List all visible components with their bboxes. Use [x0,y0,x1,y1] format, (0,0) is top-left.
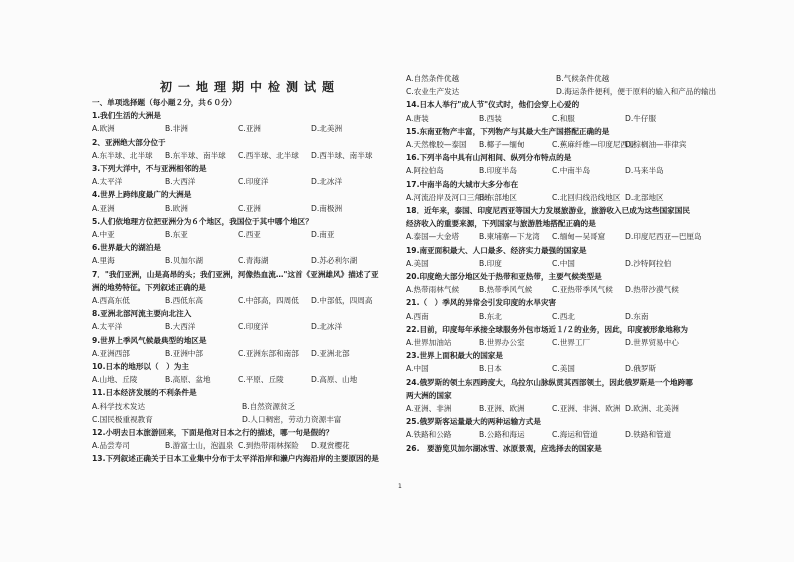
answer-option: D.世界贸易中心 [625,338,679,348]
right-question-8: 19.南亚面积最大、人口最多、经济实力最强的国家是 [406,245,587,255]
right-options-11 [406,336,706,349]
left-question-13: 12.小明去日本旅游回来，下面是他对日本之行的描述，哪一句是假的？ [92,428,334,438]
right-question-4: 16.下列半岛中具有山河相间、纵列分布特点的是 [406,153,572,163]
left-options-7 [92,294,392,307]
answer-option: C.美国 [552,364,575,374]
answer-option: C.亚洲 [238,203,261,213]
answer-option: D.高原、山地 [311,375,358,385]
left-question-10: 10.日本的地形以（ ）为主 [92,362,189,372]
answer-option: C.中部高，四周低 [238,296,299,306]
answer-option: D.铁路和管道 [625,430,672,440]
answer-option: D.马来半岛 [625,166,664,176]
right-options-1 [406,85,717,98]
answer-option: A.西南 [406,311,429,321]
answer-option: C.中国 [552,258,575,268]
answer-option: A.中国 [406,364,429,374]
left-options-3 [92,202,392,215]
answer-option: A.品尝寿司 [92,441,130,451]
left-question-4: 5.人们依地理方位把亚洲分为６个地区，我国位于其中哪个地区？ [92,216,313,226]
answer-option: D.苏必利尔湖 [311,256,358,266]
right-options-7 [406,230,706,243]
answer-option: D.人口稠密，劳动力资源丰富 [242,414,342,424]
answer-option: C.中南半岛 [552,166,591,176]
answer-option: B.亚洲中部 [165,348,203,358]
right-options-10 [406,310,706,323]
left-question-7: 洲的地势特征。下列叙述正确的是 [92,282,206,292]
left-question-9: 9.世界上季风气候最典型的地区是 [92,335,207,345]
left-question-2: 3.下列大洋中，不与亚洲相邻的是 [92,164,207,174]
left-question-3: 4.世界上跨纬度最广的大洲是 [92,190,192,200]
answer-option: B.东北 [479,311,502,321]
left-question-8: 8.亚洲北部河流主要向北注入 [92,309,192,319]
right-question-16: 26. 要游览贝加尔湖冰雪、冰原景观，应选择去的国家是 [406,443,602,453]
answer-option: C.亚洲 [238,124,261,134]
left-options-10 [92,373,392,386]
answer-option: B.高原、盆地 [165,375,211,385]
answer-option: D.热带沙漠气候 [625,285,679,295]
right-question-11: 22.目前，印度每年承接全球服务外包市场近１/２的业务，因此，印度被形象地称为 [406,324,689,334]
answer-option: A.阿拉伯岛 [406,166,444,176]
answer-option: B.日本 [479,364,502,374]
section-heading: 一、单项选择题（每小题２分，共６０分） [92,98,237,107]
right-question-7: 经济收入的重要来源，下列国家与旅游胜地搭配正确的是 [406,219,596,229]
answer-option: B.柬埔寨—下龙湾 [479,232,540,242]
right-options-4 [406,164,706,177]
answer-option: D.俄罗斯 [625,364,657,374]
answer-option: A.山地、丘陵 [92,375,138,385]
answer-option: B.椰子—缅甸 [479,140,525,150]
answer-option: A.中亚 [92,230,115,240]
right-options-2 [406,112,706,125]
answer-option: D.南亚 [311,230,335,240]
answer-option: D.印度尼西亚—巴厘岛 [625,232,702,242]
answer-option: D.观赏樱花 [311,441,350,451]
answer-option: C.农业生产发达 [406,87,460,97]
left-question-0: 1.我们生活的大洲是 [92,111,161,121]
right-options-5 [406,191,706,204]
right-question-2: 14.日本人举行"成人节"仪式时，他们会穿上心爱的 [406,100,580,110]
answer-option: A.里海 [92,256,115,266]
answer-option: A.泰国—大金塔 [406,232,460,242]
answer-option: D.北美洲 [311,124,343,134]
answer-option: C.亚洲东部和南部 [238,348,299,358]
answer-option: C.亚热带季风气候 [552,285,613,295]
answer-option: C.海运和管道 [552,430,598,440]
answer-option: D.北部地区 [625,192,664,202]
left-options-0 [92,122,392,135]
left-options-9 [92,347,392,360]
answer-option: A.亚洲西部 [92,348,130,358]
right-options-14 [406,402,706,415]
right-question-6: 18．近年来，泰国、印度尼西亚等国大力发展旅游业，旅游收入已成为这些国家国民 [406,206,690,216]
answer-option: B.西装 [479,113,502,123]
answer-option: A.自然条件优越 [406,74,460,83]
answer-option: B.气候条件优越 [556,74,610,83]
left-options-11 [92,400,392,413]
right-options-8 [406,257,706,270]
answer-option: A.天然橡胶—泰国 [406,140,467,150]
answer-option: D.海运条件便利，便于原料的输入和产品的输出 [556,87,717,97]
answer-option: D.北冰洋 [311,322,343,332]
left-column [92,96,392,466]
right-options-12 [406,362,706,375]
answer-option: B.公路和海运 [479,430,525,440]
answer-option: B.东部地区 [479,192,517,202]
answer-option: C.印度洋 [238,322,269,332]
answer-option: A.太平洋 [92,322,123,332]
answer-option: D.牛仔服 [625,113,657,123]
answer-option: C.缅甸—吴哥窟 [552,232,606,242]
answer-option: B.印度 [479,258,502,268]
left-question-14: 13.下列叙述正确关于日本工业集中分布于太平洋沿岸和濑户内海沿岸的主要原因的是 [92,454,379,464]
answer-option: A.铁路和公路 [406,430,452,440]
left-options-8 [92,320,392,333]
answer-option: D.亚洲北部 [311,348,350,358]
answer-option: C.和服 [552,113,575,123]
right-question-13: 24.俄罗斯的领土东西跨度大，乌拉尔山脉纵贯其西部领土，因此俄罗斯是一个地跨哪 [406,377,693,387]
right-options-15 [406,428,706,441]
answer-option: B.亚洲、欧洲 [479,404,525,414]
answer-option: B.世界办公室 [479,338,525,348]
exam-title: 初一地理期中检测试题 [160,80,341,94]
answer-option: B.贝加尔湖 [165,256,203,266]
answer-option: C.西北 [552,311,575,321]
answer-option: A.河流沿岸及河口三角洲 [406,192,490,202]
answer-option: A.亚洲 [92,203,115,213]
answer-option: C.西亚 [238,230,261,240]
right-question-9: 20.印度绝大部分地区处于热带和亚热带，主要气候类型是 [406,272,602,282]
answer-option: D.东南 [625,311,649,321]
answer-option: A.亚洲、非洲 [406,404,452,414]
answer-option: A.美国 [406,258,429,268]
left-question-11: 11.日本经济发展的不利条件是 [92,388,197,398]
answer-option: C.北回归线沿线地区 [552,192,621,202]
left-options-1 [92,149,392,162]
left-options-12 [92,413,392,426]
answer-option: B.欧洲 [165,203,188,213]
answer-option: D.西半球、南半球 [311,150,373,160]
right-column [406,72,717,455]
answer-option: C.到热带雨林探险 [238,441,299,451]
right-question-12: 23.世界上面积最大的国家是 [406,351,503,361]
answer-option: B.东亚 [165,230,188,240]
answer-option: B.非洲 [165,124,188,134]
left-options-13 [92,439,392,452]
answer-option: C.青海湖 [238,256,269,266]
answer-option: D.棕榈油—菲律宾 [625,140,687,150]
page-number: 1 [398,483,402,490]
answer-option: B.自然资源贫乏 [242,401,296,411]
answer-option: B.东半球、南半球 [165,150,226,160]
answer-option: D.中部低，四周高 [311,296,373,306]
right-options-0 [406,72,706,85]
answer-option: A.热带雨林气候 [406,285,460,295]
answer-option: C.印度洋 [238,177,269,187]
answer-option: A.唐装 [406,113,429,123]
answer-option: A.欧洲 [92,124,115,134]
right-question-15: 25.俄罗斯客运量最大的两种运输方式是 [406,417,541,427]
answer-option: A.太平洋 [92,177,123,187]
answer-option: A.东半球、北半球 [92,150,153,160]
answer-option: C.西半球、北半球 [238,150,299,160]
answer-option: D.欧洲、北美洲 [625,404,679,414]
answer-option: A.西高东低 [92,296,130,306]
left-question-5: 6.世界最大的湖泊是 [92,243,161,253]
right-options-9 [406,283,706,296]
left-question-1: 2、亚洲绝大部分位于 [92,137,166,147]
answer-option: A.世界加油站 [406,338,452,348]
answer-option: D.南极洲 [311,203,343,213]
left-question-6: 7．"我们亚洲，山是高昂的头；我们亚洲，河像热血流…"这首《亚洲雄风》描述了亚 [92,269,379,279]
answer-option: A.科学技术发达 [92,401,146,411]
answer-option: D.沙特阿拉伯 [625,258,672,268]
answer-option: C.亚洲、非洲、欧洲 [552,404,621,414]
left-options-2 [92,175,392,188]
left-options-5 [92,254,392,267]
right-question-5: 17.中南半岛的大城市大多分布在 [406,179,519,189]
answer-option: C.蕉麻纤维—印度尼西亚 [552,140,636,150]
answer-option: B.大西洋 [165,322,196,332]
answer-option: D.北冰洋 [311,177,343,187]
answer-option: C.平原、丘陵 [238,375,284,385]
right-options-3 [406,138,706,151]
answer-option: B.热带季风气候 [479,285,533,295]
right-question-10: 21.（ ）季风的异常会引发印度的水旱灾害 [406,298,557,308]
answer-option: C.国民极重视教育 [92,414,153,424]
answer-option: B.印度半岛 [479,166,517,176]
right-question-3: 15.东南亚物产丰富，下列物产与其最大生产国搭配正确的是 [406,126,610,136]
right-question-14: 两大洲的国家 [406,390,452,400]
answer-option: B.西低东高 [165,296,203,306]
answer-option: C.世界工厂 [552,338,591,348]
answer-option: B.大西洋 [165,177,196,187]
left-options-4 [92,228,392,241]
answer-option: B.游富士山，泡温泉 [165,441,234,451]
